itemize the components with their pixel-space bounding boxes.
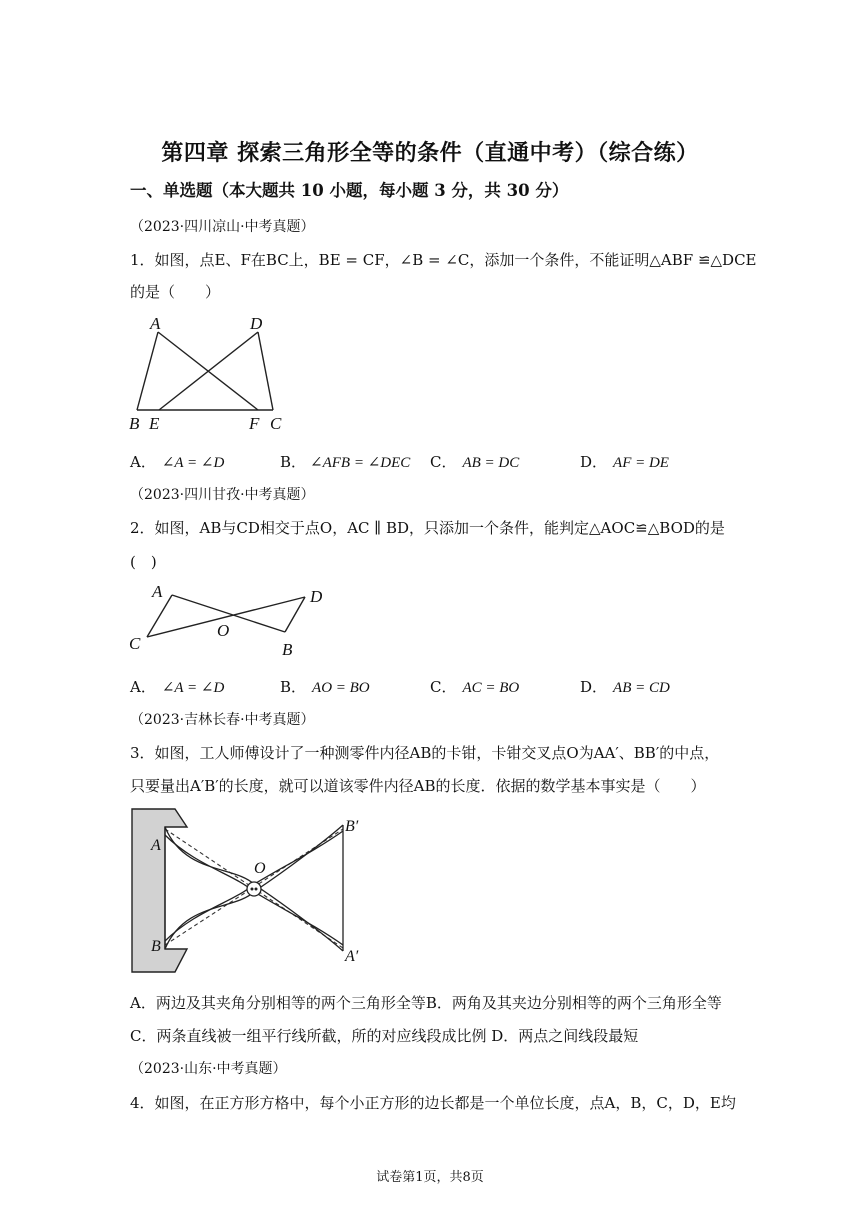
q1-option-d-text: AF = DE (613, 455, 669, 471)
q1-option-a-label: A． (130, 453, 156, 471)
q2-option-c[interactable] (430, 676, 519, 697)
q1-label-b: B (129, 414, 140, 433)
q2-option-b-text: AO = BO (312, 680, 370, 696)
q2-figure (125, 580, 340, 662)
q1-label-f: F (249, 414, 260, 433)
q3-label-a: A (151, 837, 161, 854)
q2-label-d: D (310, 587, 323, 606)
q3-label-a-prime: A′ (345, 948, 359, 965)
q3-stem-line1: 3．如图，工人师傅设计了一种测零件内径AB的卡钳，卡钳交叉点O为AA′、BB′的中点， (130, 744, 720, 762)
q1-option-d-label: D． (580, 453, 608, 471)
q2-option-d[interactable] (580, 676, 670, 697)
q2-label-o: O (217, 621, 230, 640)
q1-source: （2023·四川凉山·中考真题） (130, 219, 315, 235)
q1-option-b-text: ∠AFB = ∠DEC (310, 455, 411, 471)
q2-option-a[interactable] (130, 676, 224, 697)
q1-stem-line2: 的是（ ） (130, 283, 221, 301)
q1-figure (125, 310, 295, 435)
q1-option-a-text: ∠A = ∠D (161, 455, 225, 471)
q3-pivot-dot-2 (255, 888, 258, 891)
q3-pivot (247, 882, 261, 896)
q2-option-b-label: B． (280, 678, 307, 696)
section-heading: 一、单选题（本大题共 10 小题，每小题 3 分，共 30 分） (130, 181, 569, 200)
q1-segment-AB (137, 332, 158, 410)
q2-option-c-label: C． (430, 678, 457, 696)
q3-label-b: B (151, 938, 161, 955)
q1-label-c: C (270, 414, 282, 433)
page-title: 第四章 探索三角形全等的条件（直通中考）（综合练） (161, 140, 699, 166)
q2-label-b: B (282, 640, 293, 659)
q2-label-a: A (152, 582, 163, 601)
q2-segment-AC (147, 595, 172, 637)
q1-label-e: E (149, 414, 160, 433)
q3-options-row1[interactable]: A．两边及其夹角分别相等的两个三角形全等B．两角及其夹边分别相等的两个三角形全等 (130, 994, 722, 1012)
q2-source: （2023·四川甘孜·中考真题） (130, 487, 315, 503)
q1-option-a[interactable] (130, 451, 224, 472)
q1-label-a: A (150, 314, 161, 333)
q1-option-c-text: AB = DC (462, 455, 520, 471)
q2-option-a-label: A． (130, 678, 156, 696)
q3-source: （2023·吉林长春·中考真题） (130, 712, 315, 728)
q2-segment-DB (285, 597, 305, 632)
q1-option-b-label: B． (280, 453, 307, 471)
q2-label-c: C (129, 634, 141, 653)
q3-figure (125, 805, 375, 980)
q2-option-b[interactable] (280, 676, 370, 697)
q4-stem-line1: 4．如图，在正方形方格中，每个小正方形的边长都是一个单位长度，点A，B，C，D，E均 (130, 1094, 736, 1112)
q1-option-d[interactable] (580, 451, 669, 472)
q1-option-b[interactable] (280, 451, 410, 472)
q3-label-b-prime: B′ (345, 818, 359, 835)
q3-options-row2[interactable]: C．两条直线被一组平行线所截，所的对应线段成比例 D．两点之间线段最短 (130, 1027, 639, 1045)
q4-source: （2023·山东·中考真题） (130, 1061, 287, 1077)
q2-option-d-label: D． (580, 678, 608, 696)
q1-label-d: D (250, 314, 263, 333)
q3-stem-line2: 只要量出A′B′的长度，就可以道该零件内径AB的长度．依据的数学基本事实是（ ） (130, 777, 706, 795)
q2-stem-line2: ( ) (130, 553, 157, 571)
q2-option-c-text: AC = BO (462, 680, 520, 696)
q2-stem-line1: 2．如图，AB与CD相交于点O，AC ∥ BD，只添加一个条件，能判定△AOC≌△BOD的是 (130, 519, 725, 537)
q2-option-a-text: ∠A = ∠D (161, 680, 225, 696)
q1-option-c-label: C． (430, 453, 457, 471)
q1-option-c[interactable] (430, 451, 519, 472)
q2-option-d-text: AB = CD (613, 680, 670, 696)
q3-pivot-dot-1 (251, 888, 254, 891)
page-footer: 试卷第1页，共8页 (376, 1170, 484, 1185)
q1-stem-line1: 1．如图，点E、F在BC上，BE = CF，∠B = ∠C，添加一个条件，不能证明△ABF ≌△DCE (130, 251, 757, 269)
q3-label-o: O (254, 860, 266, 877)
q1-segment-DC (258, 332, 273, 410)
